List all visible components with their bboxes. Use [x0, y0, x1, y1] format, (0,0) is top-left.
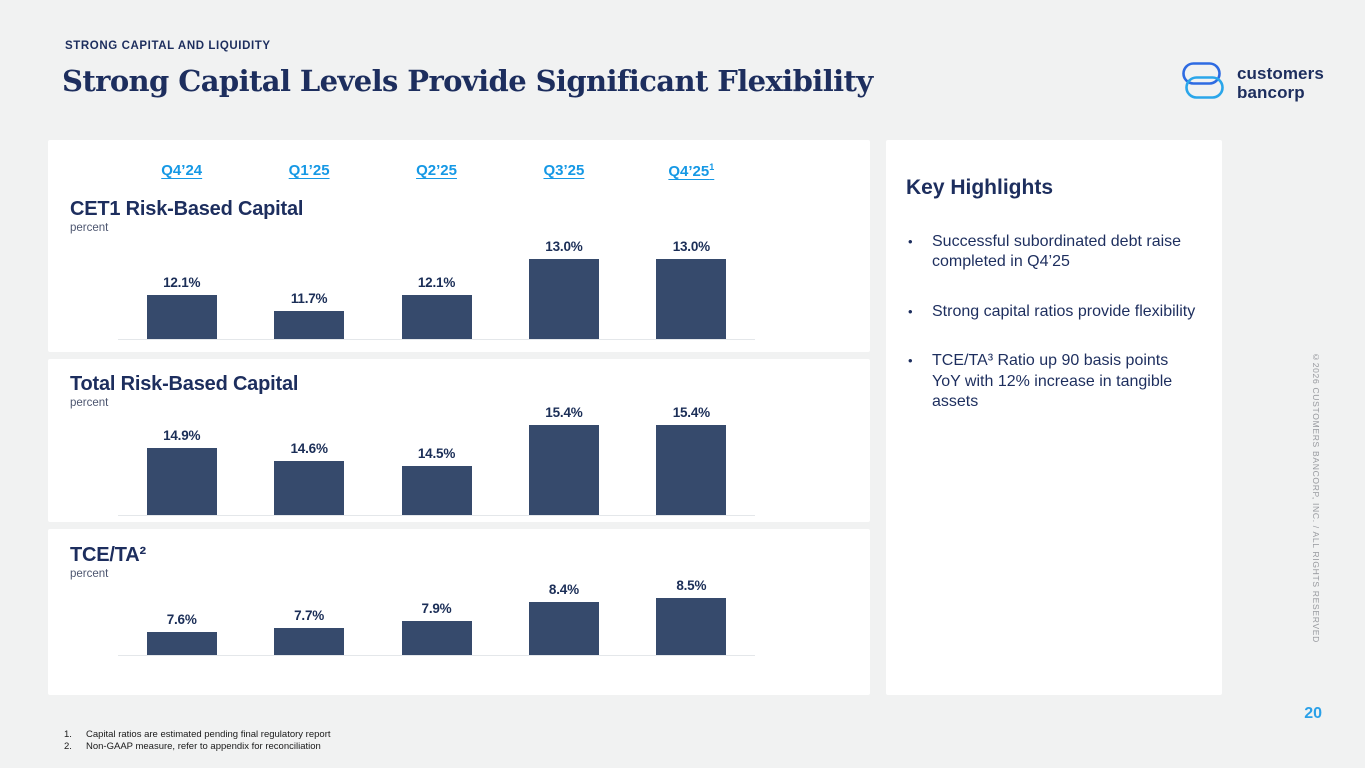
- bar-value-label: 7.7%: [294, 608, 325, 624]
- quarter-cell: [245, 162, 372, 181]
- bar-value-label: 13.0%: [545, 239, 583, 254]
- quarter-cell: [118, 162, 245, 181]
- bar-column: [118, 428, 245, 516]
- highlight-text: Successful subordinated debt raise completed in Q4’25: [932, 233, 1182, 271]
- bar-value-label: 13.0%: [672, 239, 710, 254]
- bar-value-label: 15.4%: [672, 405, 710, 420]
- highlight-item: [886, 351, 1222, 412]
- logo-wordmark: [1237, 65, 1324, 101]
- customers-bancorp-logo-icon: [1180, 60, 1226, 107]
- footnote-item: [64, 741, 331, 753]
- bar: [656, 598, 726, 655]
- bar-value-label: 7.9%: [421, 600, 452, 616]
- bar: [147, 295, 217, 339]
- bar-column: [628, 578, 755, 655]
- highlight-item: [886, 232, 1222, 273]
- chart-unit-label: percent: [70, 568, 109, 580]
- bar-column: [245, 441, 372, 515]
- bar-value-label: 15.4%: [545, 405, 583, 420]
- highlight-text: TCE/TA³ Ratio up 90 basis points YoY with 12% increase in tangible assets: [932, 352, 1173, 411]
- quarter-cell: [373, 162, 500, 181]
- chart-card-cet1: [48, 140, 870, 352]
- bar-value-label: 14.6%: [290, 441, 328, 456]
- quarter-link[interactable]: $Q4’25^1$: [668, 162, 715, 180]
- footnote-number: 1.: [64, 729, 72, 740]
- bar: [274, 461, 344, 515]
- chart-title: Total Risk-Based Capital: [70, 373, 299, 395]
- quarter-link[interactable]: Q3’25: [543, 162, 585, 179]
- chart-card-total-rbc: [48, 359, 870, 522]
- bar: [656, 425, 726, 515]
- logo-line2: bancorp: [1237, 82, 1305, 102]
- bullet-icon: •: [908, 303, 913, 319]
- bar-column: [628, 239, 755, 339]
- bar-column: [118, 275, 245, 339]
- footnote-item: [64, 729, 331, 741]
- bar: [274, 628, 344, 655]
- quarter-cell: [628, 162, 755, 181]
- bar-column: [373, 446, 500, 516]
- bar: [402, 466, 472, 516]
- copyright-vertical-text: ©2026 CUSTOMERS BANCORP, INC. / ALL RIGHTS RESERVED: [1311, 352, 1321, 644]
- bar-column: [245, 608, 372, 655]
- bar-column: [118, 612, 245, 655]
- bar: [402, 295, 472, 339]
- bar-column: [373, 601, 500, 655]
- bar-value-label: 8.4%: [548, 581, 579, 597]
- bar-column: [500, 239, 627, 339]
- bar-column: [500, 582, 627, 655]
- bar: [402, 621, 472, 655]
- key-highlights-title: Key Highlights: [906, 176, 1054, 199]
- quarter-cell: [500, 162, 627, 181]
- footnote-number: 2.: [64, 741, 72, 753]
- bar-value-label: 11.7%: [290, 291, 328, 306]
- bar-column: [373, 275, 500, 339]
- bar-value-label: 12.1%: [417, 275, 456, 290]
- bar: [529, 259, 599, 339]
- bullet-icon: •: [908, 353, 913, 369]
- bar-column: [245, 291, 372, 339]
- quarter-row: [118, 162, 755, 181]
- bar: [147, 632, 217, 655]
- bar-value-label: 14.5%: [417, 445, 456, 461]
- company-logo: [1180, 60, 1324, 107]
- key-highlights-list: [886, 232, 1222, 413]
- logo-line1: customers: [1237, 64, 1324, 84]
- bar: [274, 311, 344, 339]
- chart-unit-label: percent: [70, 397, 109, 409]
- bar: [529, 602, 599, 655]
- bar-value-label: 7.6%: [166, 612, 197, 628]
- highlight-item: [886, 302, 1222, 322]
- bar: [656, 259, 726, 339]
- bar-plot: [118, 376, 755, 516]
- chart-title: CET1 Risk-Based Capital: [70, 198, 304, 220]
- bar: [147, 448, 217, 516]
- quarter-link[interactable]: Q4’24: [161, 162, 203, 179]
- chart-card-tce-ta: [48, 529, 870, 695]
- bar-plot: [118, 516, 755, 656]
- bar-value-label: 12.1%: [163, 275, 201, 290]
- chart-unit-label: percent: [70, 222, 109, 234]
- footnotes: [64, 729, 331, 754]
- highlight-text: Strong capital ratios provide flexibility: [932, 302, 1196, 320]
- bar-plot: [118, 200, 755, 340]
- bar-column: [628, 405, 755, 515]
- footnote-text: Non-GAAP measure, refer to appendix for reconciliation: [86, 741, 321, 753]
- key-highlights-panel: [886, 140, 1222, 695]
- bullet-icon: •: [908, 234, 913, 249]
- bar-column: [500, 405, 627, 515]
- bar-value-label: 8.5%: [676, 578, 707, 593]
- eyebrow-label: STRONG CAPITAL AND LIQUIDITY: [65, 40, 271, 52]
- page-title: Strong Capital Levels Provide Significant Flexibility: [62, 64, 873, 98]
- quarter-link[interactable]: Q2’25: [416, 162, 457, 179]
- page-number: 20: [1304, 705, 1322, 722]
- chart-title: TCE/TA²: [70, 544, 146, 566]
- footnote-text: Capital ratios are estimated pending final regulatory report: [86, 729, 331, 740]
- bar: [529, 425, 599, 515]
- quarter-link[interactable]: Q1’25: [288, 162, 330, 179]
- bar-value-label: 14.9%: [163, 427, 201, 443]
